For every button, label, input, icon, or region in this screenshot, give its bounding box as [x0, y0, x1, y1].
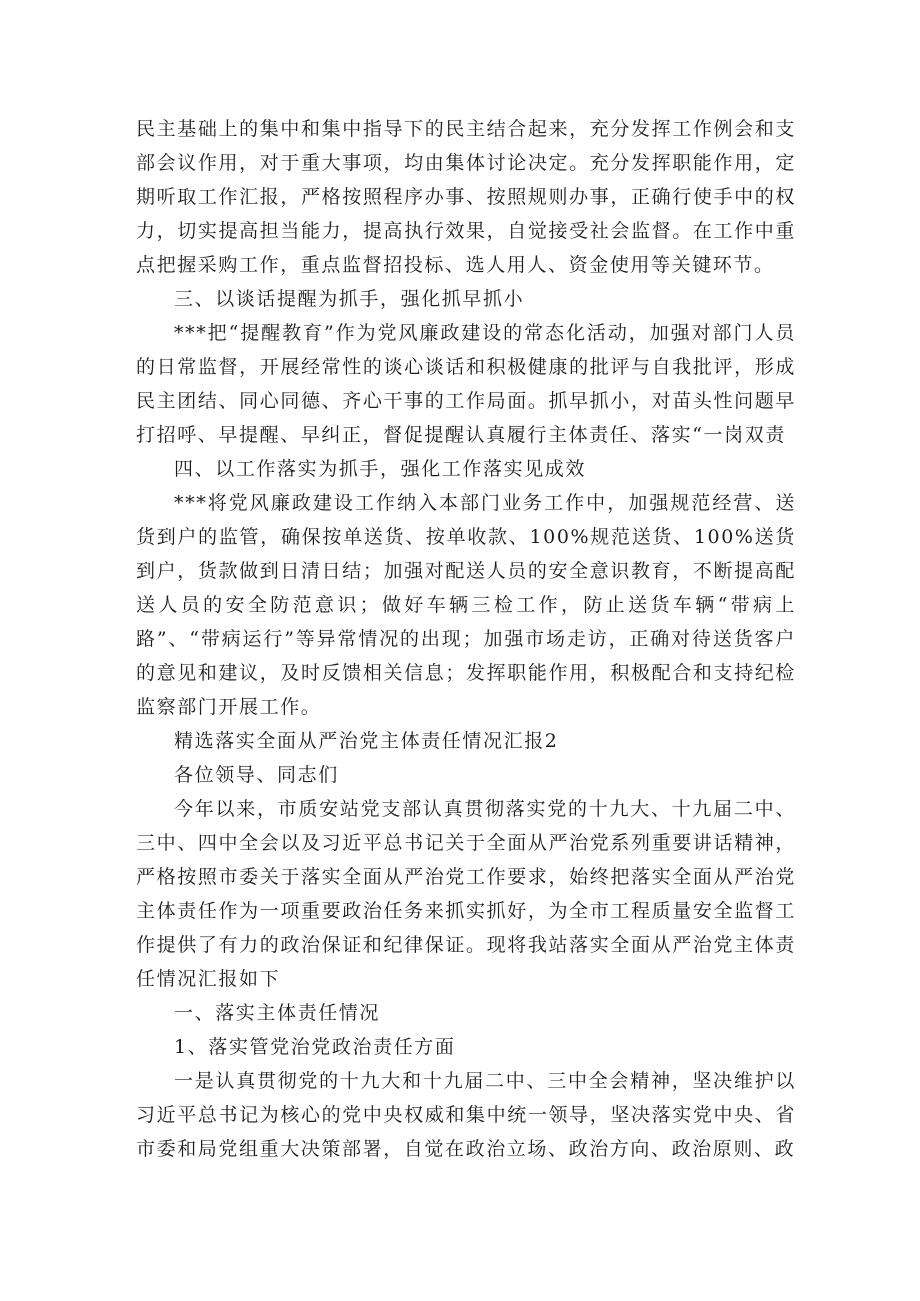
document-title: 精选落实全面从严治党主体责任情况汇报2 — [174, 730, 559, 752]
section-heading: 一、落实主体责任情况 — [174, 1002, 381, 1024]
body-paragraph: 民主基础上的集中和集中指导下的民主结合起来，充分发挥工作例会和支部会议作用，对于重大事项，均由集体讨论决定。充分发挥职能作用，定期听取工作汇报，严格按照程序办事、按照规则办事，正确行使手中的权力，切实提高担当能力，提高执行效果，自觉接受社会监督。在工作中重点把握采购工作，重点监督招投标、选人用人、资金使用等关键环节。 — [136, 118, 796, 276]
body-paragraph: 一是认真贯彻党的十九大和十九届二中、三中全会精神，坚决维护以习近平总书记为核心的党中央权威和集中统一领导，坚决落实党中央、省市委和局党组重大决策部署，自觉在政治立场、政治方向、政治原则、政 — [136, 1070, 796, 1160]
section-heading: 四、以工作落实为抓手，强化工作落实见成效 — [174, 458, 587, 480]
body-paragraph: ***把“提醒教育”作为党风廉政建设的常态化活动，加强对部门人员的日常监督，开展经常性的谈心谈话和积极健康的批评与自我批评，形成民主团结、同心同德、齐心干事的工作局面。抓早抓小，对苗头性问题早打招呼、早提醒、早纠正，督促提醒认真履行主体责任、落实“一岗双责 — [136, 322, 796, 446]
salutation: 各位领导、同志们 — [174, 764, 339, 786]
section-heading: 三、以谈话提醒为抓手，强化抓早抓小 — [174, 288, 525, 310]
subsection-heading: 1、落实管党治党政治责任方面 — [174, 1036, 456, 1058]
document-body — [136, 112, 796, 1166]
body-paragraph: ***将党风廉政建设工作纳入本部门业务工作中，加强规范经营、送货到户的监管，确保按单送货、按单收款、100%规范送货、100%送货到户，货款做到日清日结；加强对配送人员的安全意识教育，不断提高配送人员的安全防范意识；做好车辆三检工作，防止送货车辆“带病上路”、“带病运行”等异常情况的出现；加强市场走访，正确对待送货客户的意见和建议，及时反馈相关信息；发挥职能作用，积极配合和支持纪检监察部门开展工作。 — [136, 492, 796, 718]
body-paragraph: 今年以来，市质安站党支部认真贯彻落实党的十九大、十九届二中、三中、四中全会以及习近平总书记关于全面从严治党系列重要讲话精神，严格按照市委关于落实全面从严治党工作要求，始终把落实全面从严治党主体责任作为一项重要政治任务来抓实抓好，为全市工程质量安全监督工作提供了有力的政治保证和纪律保证。现将我站落实全面从严治党主体责任情况汇报如下 — [136, 798, 796, 990]
